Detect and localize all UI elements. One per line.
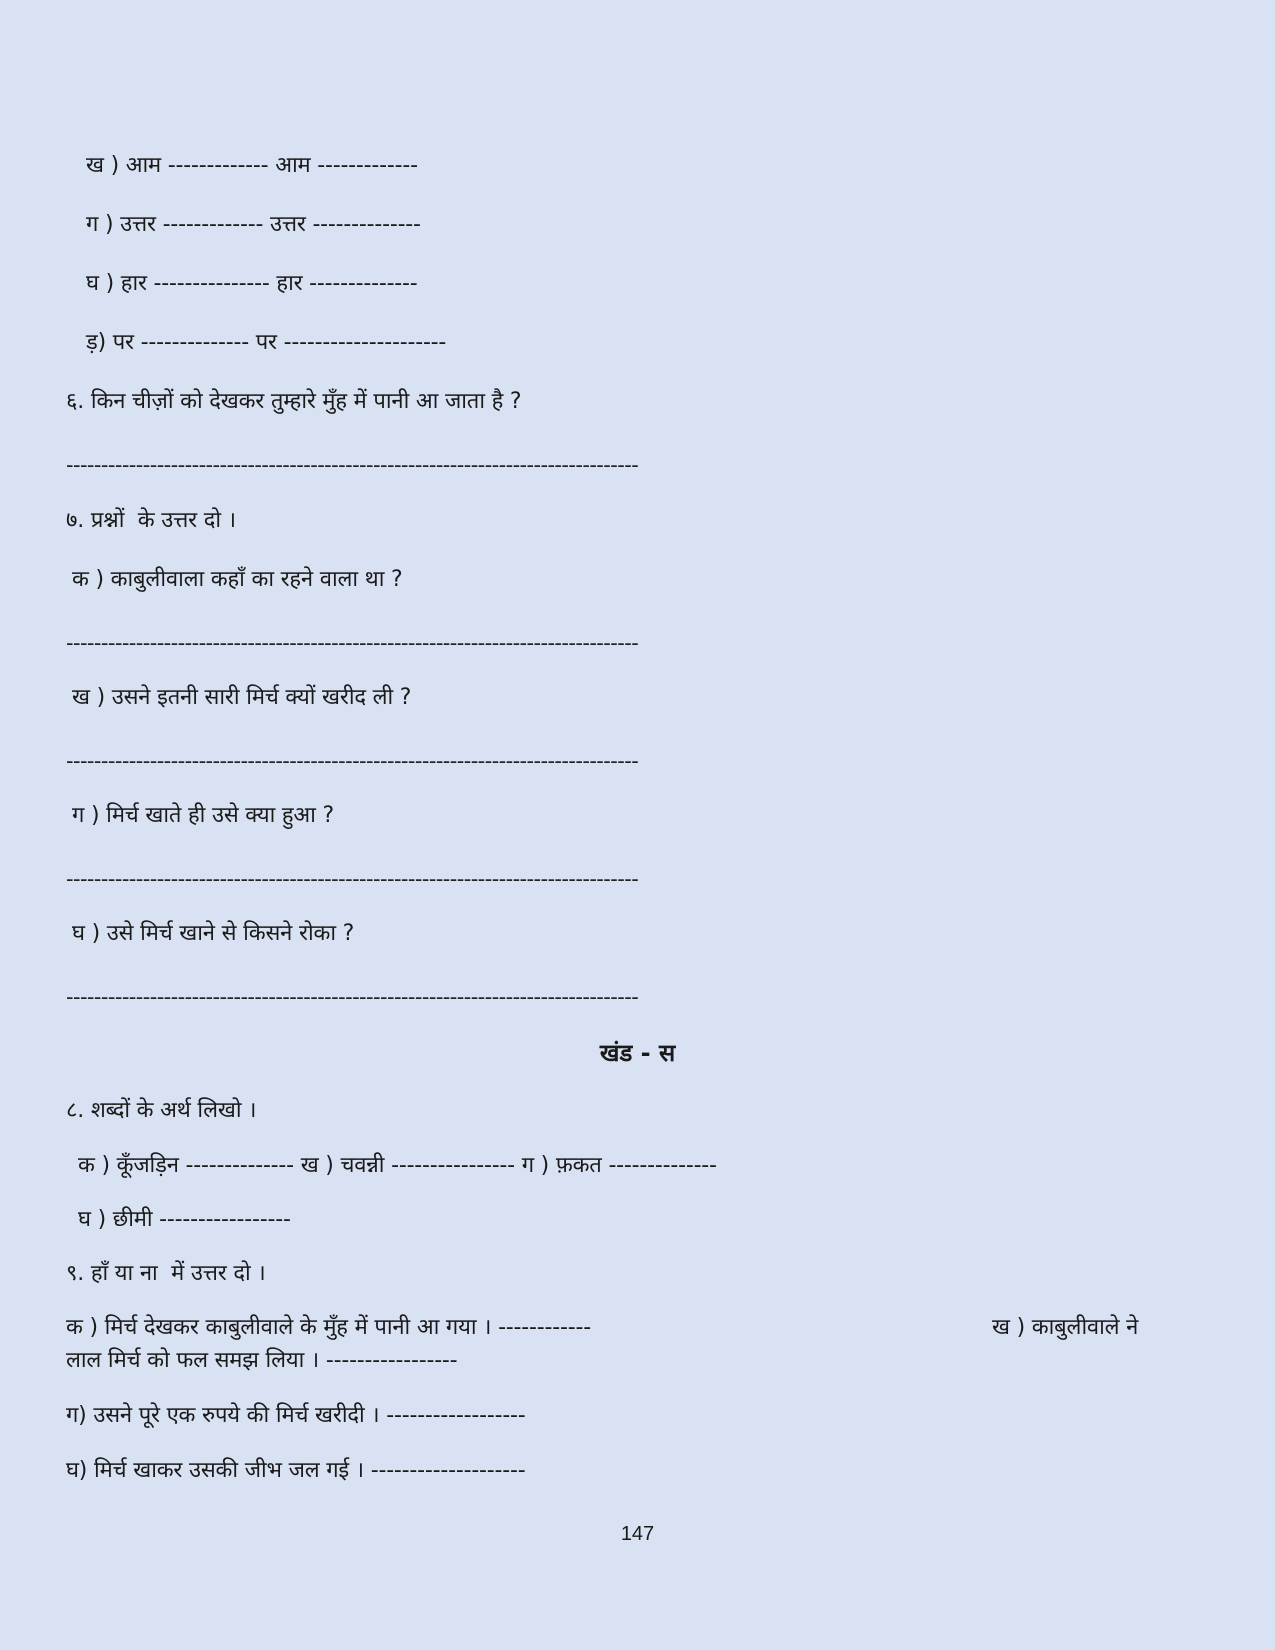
q7-question-ga: ग ) मिर्च खाते ही उसे क्या हुआ ? [72,803,334,828]
q7-question-ka: क ) काबुलीवाला कहाँ का रहने वाला था ? [72,567,403,592]
q9-heading: ९. हाँ या ना में उत्तर दो । [66,1261,266,1286]
q7-answer-line-ga: ---------------------------------------------------------------------------------- [66,867,639,891]
q9-item-ga: ग) उसने पूरे एक रुपये की मिर्च खरीदी । ------------------ [66,1403,526,1428]
q5-item-ga: ग ) उत्तर ------------- उत्तर -------------- [86,212,421,237]
q7-answer-line-ka: ---------------------------------------------------------------------------------- [66,631,639,655]
q7-question-kha: ख ) उसने इतनी सारी मिर्च क्यों खरीद ली ? [72,685,412,710]
page-number: 147 [620,1523,655,1545]
q5-item-da: ड़) पर -------------- पर --------------------- [86,330,447,355]
q7-question-gha: घ ) उसे मिर्च खाने से किसने रोका ? [72,921,355,946]
q9-item-gha: घ) मिर्च खाकर उसकी जीभ जल गई । -------------------- [66,1458,526,1483]
q5-item-kha: ख ) आम ------------- आम ------------- [86,153,418,178]
q9-item-kha-end: लाल मिर्च को फल समझ लिया । ----------------- [66,1348,458,1373]
q6-question: ६. किन चीज़ों को देखकर तुम्हारे मुँह में पानी आ जाता है ? [66,389,522,414]
q7-answer-line-gha: ---------------------------------------------------------------------------------- [66,985,639,1009]
q8-row-1: क ) कूँजड़िन -------------- ख ) चवन्नी ---------------- ग ) फ़कत -------------- [78,1153,717,1178]
q9-item-ka: क ) मिर्च देखकर काबुलीवाले के मुँह में पानी आ गया । ------------ [66,1315,591,1340]
section-heading: खंड - स [599,1039,676,1067]
q7-heading: ७. प्रश्नों के उत्तर दो । [66,508,236,533]
q5-item-gha: घ ) हार --------------- हार -------------- [86,271,418,296]
q8-heading: ८. शब्दों के अर्थ लिखो । [66,1098,257,1123]
q7-answer-line-kha: ---------------------------------------------------------------------------------- [66,749,639,773]
q9-item-kha-start: ख ) काबुलीवाले ने [992,1315,1139,1340]
q8-row-2: घ ) छीमी ----------------- [78,1207,291,1232]
q6-answer-line: ---------------------------------------------------------------------------------- [66,453,639,477]
